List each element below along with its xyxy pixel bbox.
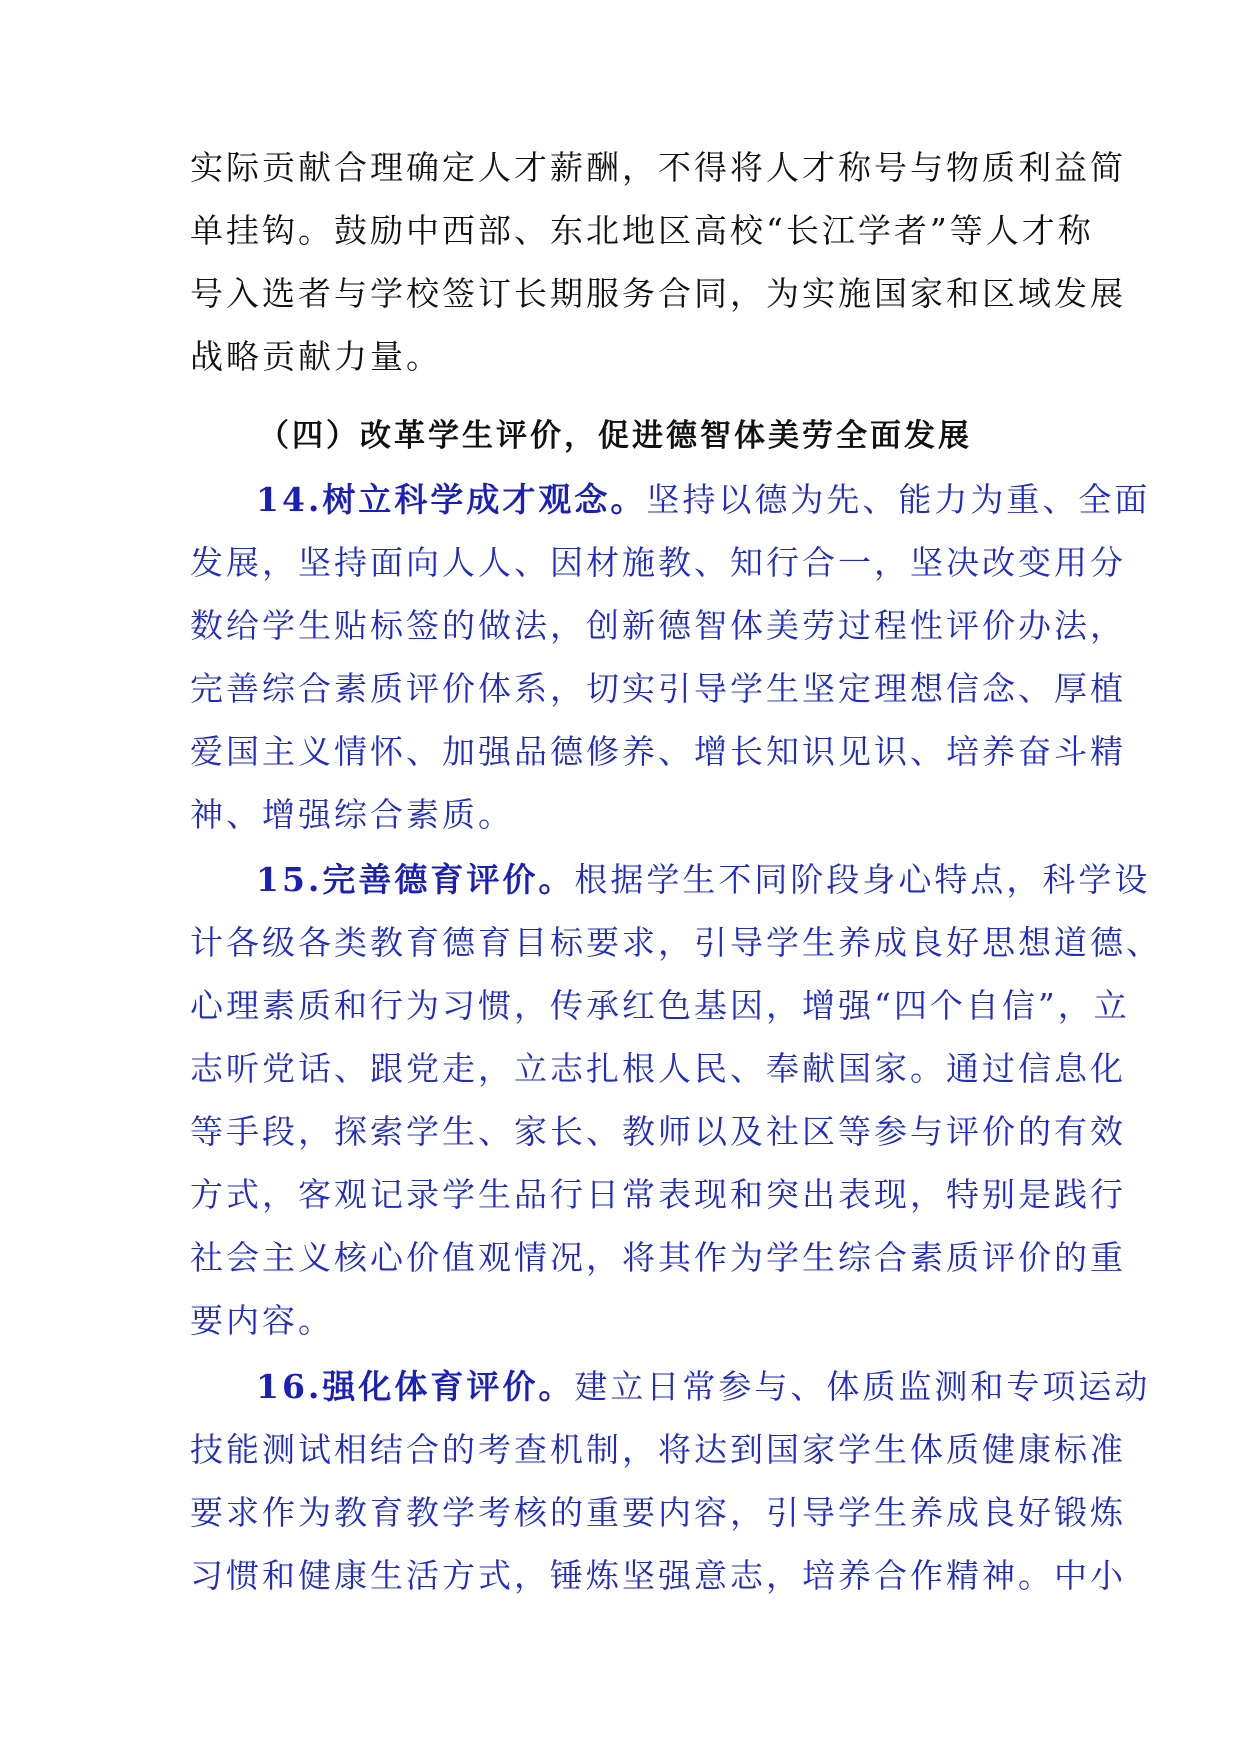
intro-line: 战略贡献力量。 [190, 337, 442, 376]
item-14-first-text: 坚持以德为先、能力为重、全面 [646, 480, 1151, 519]
item-15-line: 计各级各类教育德育目标要求，引导学生养成良好思想道德、 [190, 923, 1162, 962]
item-14-title: 14.树立科学成才观念。 [256, 480, 647, 519]
item-15-line: 方式，客观记录学生品行日常表现和突出表现，特别是践行 [190, 1175, 1126, 1214]
item-16-line: 要求作为教育教学考核的重要内容，引导学生养成良好锻炼 [190, 1493, 1126, 1532]
item-16-line: 技能测试相结合的考查机制，将达到国家学生体质健康标准 [190, 1430, 1126, 1469]
item-16-first-text: 建立日常参与、体质监测和专项运动 [574, 1367, 1151, 1406]
item-14-line: 完善综合素质评价体系，切实引导学生坚定理想信念、厚植 [190, 669, 1126, 708]
item-15-line: 志听党话、跟党走，立志扎根人民、奉献国家。通过信息化 [190, 1049, 1126, 1088]
item-15-title: 15.完善德育评价。 [256, 860, 575, 899]
item-15-line: 心理素质和行为习惯，传承红色基因，增强“四个自信”，立 [190, 986, 1130, 1025]
item-15-first-line [190, 848, 1151, 911]
intro-line: 号入选者与学校签订长期服务合同，为实施国家和区域发展 [190, 274, 1126, 313]
item-14-paragraph [190, 468, 1151, 846]
item-16-first-line [190, 1355, 1151, 1418]
item-15-line: 社会主义核心价值观情况，将其作为学生综合素质评价的重 [190, 1238, 1126, 1277]
item-16-paragraph [190, 1355, 1151, 1607]
item-16-line: 习惯和健康生活方式，锤炼坚强意志，培养合作精神。中小 [190, 1556, 1126, 1595]
intro-line: 实际贡献合理确定人才薪酬，不得将人才称号与物质利益简 [190, 148, 1126, 187]
item-14-line: 神、增强综合素质。 [190, 795, 514, 834]
section-heading: （四）改革学生评价，促进德智体美劳全面发展 [258, 418, 972, 454]
item-16-title: 16.强化体育评价。 [256, 1367, 575, 1406]
item-14-line: 数给学生贴标签的做法，创新德智体美劳过程性评价办法， [190, 606, 1126, 645]
item-15-first-text: 根据学生不同阶段身心特点，科学设 [574, 860, 1151, 899]
item-14-line: 发展，坚持面向人人、因材施教、知行合一，坚决改变用分 [190, 543, 1126, 582]
item-15-line: 要内容。 [190, 1301, 334, 1340]
item-14-first-line [190, 468, 1151, 531]
item-15-paragraph [190, 848, 1162, 1352]
intro-line: 单挂钩。鼓励中西部、东北地区高校“长江学者”等人才称 [190, 211, 1094, 250]
item-15-line: 等手段，探索学生、家长、教师以及社区等参与评价的有效 [190, 1112, 1126, 1151]
intro-paragraph [190, 136, 1126, 388]
item-14-line: 爱国主义情怀、加强品德修养、增长知识见识、培养奋斗精 [190, 732, 1126, 771]
